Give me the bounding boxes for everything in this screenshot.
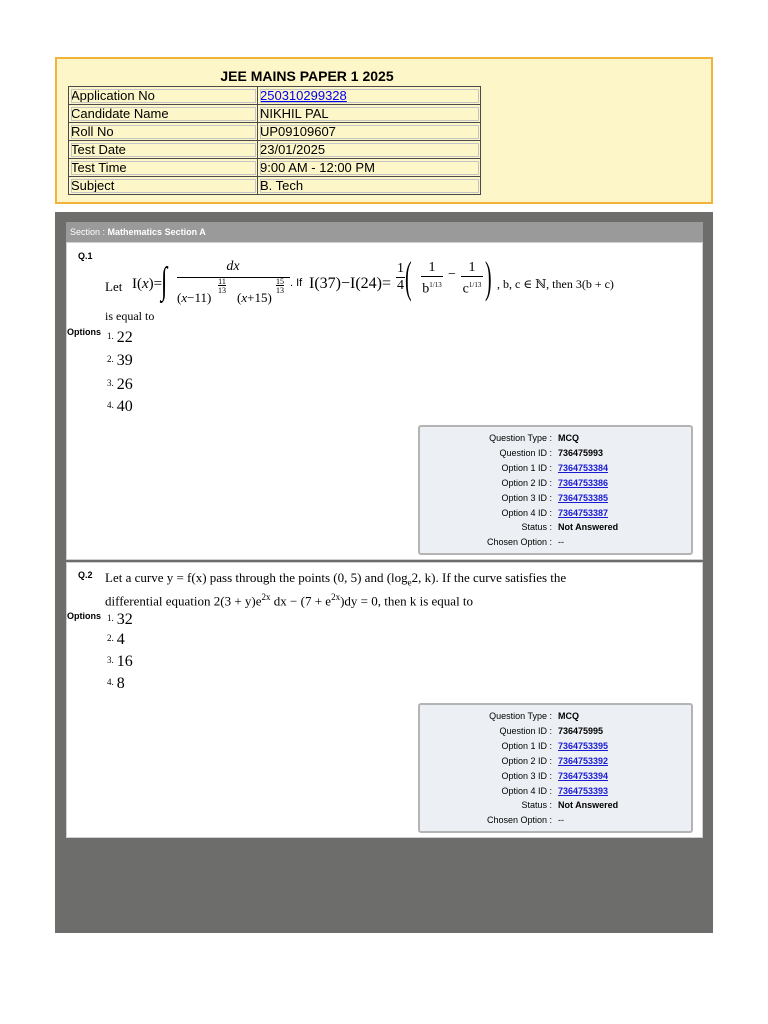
option-3[interactable] xyxy=(107,376,133,394)
integral-sign: ∫ xyxy=(161,260,168,302)
option2-id-link[interactable]: 7364753386 xyxy=(558,478,609,488)
application-no-value xyxy=(258,87,481,105)
meta-option3-id: Option 3 ID : 7364753394 xyxy=(501,771,609,781)
option-value: 22 xyxy=(116,329,133,346)
option-number: 2. xyxy=(107,354,114,364)
question-text-line2: is equal to xyxy=(105,309,155,323)
math-numerator: dx xyxy=(226,259,240,274)
option-number: 2. xyxy=(107,633,114,643)
options-label: Options xyxy=(67,611,101,621)
table-row xyxy=(69,105,481,123)
section-header xyxy=(66,222,703,242)
meta-option3-id: Option 3 ID : 7364753385 xyxy=(501,493,609,503)
paper-title: JEE MAINS PAPER 1 2025 xyxy=(220,68,394,84)
math-frac-c: 1 $c^{1/13}$ xyxy=(462,260,482,297)
table-row xyxy=(69,177,481,195)
option4-id-link[interactable]: 7364753393 xyxy=(558,786,609,796)
question-tail: , b, c ∈ ℕ, then 3(b + c) xyxy=(497,277,614,291)
test-time-value: 9:00 AM - 12:00 PM xyxy=(258,159,481,177)
option-4[interactable] xyxy=(107,398,133,416)
meta-question-type: Question Type : MCQ xyxy=(489,433,579,443)
question-number: Q.1 xyxy=(78,251,93,261)
table-row xyxy=(69,87,481,105)
option-2[interactable] xyxy=(107,631,125,649)
option-number: 1. xyxy=(107,331,114,341)
option-number: 4. xyxy=(107,677,114,687)
meta-chosen-option: Chosen Option : -- xyxy=(486,815,564,825)
table-row xyxy=(69,141,481,159)
question-text-line2: differential equation $2(3 + y)e^{2x}$ dx − $(7 + e^{2x})dy = 0$, then k is equal to xyxy=(105,592,474,609)
question-meta-box xyxy=(418,703,693,833)
table-row xyxy=(69,123,481,141)
table-row xyxy=(69,159,481,177)
fraction-bar xyxy=(177,277,290,278)
option1-id-link[interactable]: 7364753384 xyxy=(558,463,609,473)
roll-no-label: Roll No xyxy=(69,123,258,141)
option-value: 4 xyxy=(116,631,125,648)
question-word-if: . If xyxy=(290,277,303,289)
meta-option2-id: Option 2 ID : 7364753392 xyxy=(501,756,609,766)
math-quarter: 1 4 xyxy=(397,261,404,293)
option-number: 4. xyxy=(107,400,114,410)
option-value: 39 xyxy=(116,352,133,369)
application-no-link[interactable]: 250310299328 xyxy=(260,87,347,103)
meta-option4-id: Option 4 ID : 7364753387 xyxy=(501,508,609,518)
option-number: 1. xyxy=(107,613,114,623)
option4-id-link[interactable]: 7364753387 xyxy=(558,508,609,518)
section-prefix: Section : xyxy=(70,227,106,237)
candidate-name-value: NIKHIL PAL xyxy=(258,105,481,123)
right-paren: ) xyxy=(485,253,492,302)
meta-option1-id: Option 1 ID : 7364753384 xyxy=(501,463,609,473)
candidate-info-card xyxy=(55,57,713,204)
left-paren: ( xyxy=(405,253,412,302)
meta-question-id: Question ID : 736475993 xyxy=(499,448,604,458)
meta-option4-id: Option 4 ID : 7364753393 xyxy=(501,786,609,796)
meta-status: Status : Not Answered xyxy=(521,800,619,810)
question-number: Q.2 xyxy=(78,570,93,580)
option-3[interactable] xyxy=(107,653,133,671)
option-2[interactable] xyxy=(107,352,133,370)
option3-id-link[interactable]: 7364753394 xyxy=(558,771,609,781)
candidate-info-table xyxy=(68,86,481,195)
math-ix: I(x)= xyxy=(132,276,163,292)
meta-status: Status : Not Answered xyxy=(521,522,619,532)
option-1[interactable] xyxy=(107,611,133,629)
math-i37-i24: I(37)−I(24)= xyxy=(309,275,392,292)
candidate-name-label: Candidate Name xyxy=(69,105,258,123)
question-text-line1: Let a curve y = f(x) pass through the points (0, 5) and ($\log_e2$, k). If the curve satisfies the xyxy=(105,570,567,588)
roll-no-value: UP09109607 xyxy=(258,123,481,141)
option-number: 3. xyxy=(107,378,114,388)
option-value: 40 xyxy=(116,398,133,415)
math-frac-b: 1 $b^{1/13}$ xyxy=(422,260,442,297)
option-number: 3. xyxy=(107,655,114,665)
meta-option2-id: Option 2 ID : 7364753386 xyxy=(501,478,609,488)
test-date-label: Test Date xyxy=(69,141,258,159)
subject-value: B. Tech xyxy=(258,177,481,195)
question-card-1: Q.1 Let I(x)= ∫ dx (x−11) 11 13 (x+15) 15 13 . If I(37)−I(24)= 1 4 ( 1 $b^{1/13}$ − 1 $c^{1/13}$ ) , b, c ∈ ℕ, then 3(b + c) is equal to Options $^{1.}$ 22 $^{2.}$ 39 $^{3.}$ 26 $^{4.}$ 40 Question Type : MCQ Question ID : 736475993 Option 1 ID : 7364753384 Option 2 ID : 7364753386 Option 3 ID : 7364753385 Option 4 ID : 7364753387 Status : Not Answered Chosen Option : -- xyxy=(66,242,703,560)
option1-id-link[interactable]: 7364753395 xyxy=(558,741,609,751)
test-date-value: 23/01/2025 xyxy=(258,141,481,159)
question-card-2 xyxy=(66,562,703,838)
question-word-let: Let xyxy=(105,279,123,294)
section-name: Mathematics Section A xyxy=(107,227,206,237)
meta-chosen-option: Chosen Option : -- xyxy=(486,537,564,547)
option-value: 8 xyxy=(116,675,125,692)
meta-option1-id: Option 1 ID : 7364753395 xyxy=(501,741,609,751)
option-4[interactable] xyxy=(107,675,125,693)
option-1[interactable] xyxy=(107,329,133,347)
option-value: 16 xyxy=(116,653,133,670)
subject-label: Subject xyxy=(69,177,258,195)
test-time-label: Test Time xyxy=(69,159,258,177)
question-meta-box xyxy=(418,425,693,555)
option-value: 26 xyxy=(116,376,133,393)
math-minus: − xyxy=(448,267,456,282)
option-value: 32 xyxy=(116,611,133,628)
option3-id-link[interactable]: 7364753385 xyxy=(558,493,609,503)
option2-id-link[interactable]: 7364753392 xyxy=(558,756,609,766)
application-no-label: Application No xyxy=(69,87,258,105)
meta-question-type: Question Type : MCQ xyxy=(489,711,579,721)
options-label: Options xyxy=(67,327,101,337)
meta-question-id: Question ID : 736475995 xyxy=(499,726,604,736)
